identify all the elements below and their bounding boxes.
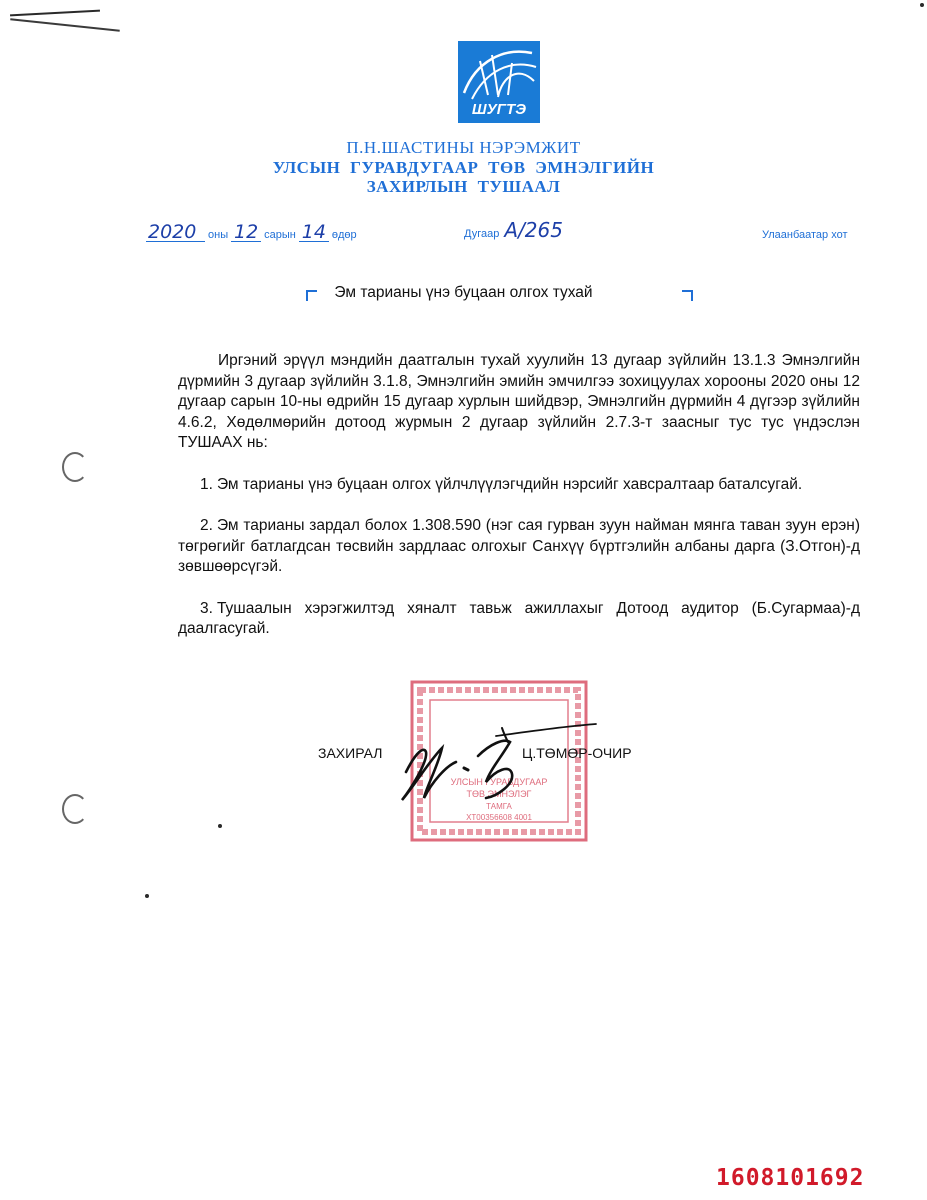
- stamp-text: ТӨВ ЭМНЭЛЭГ: [466, 789, 532, 799]
- scan-dot: [145, 894, 149, 898]
- item-text: Эм тарианы үнэ буцаан олгох үйлчлүүлэгчдийн нэрсийг хавсралтаар баталсугай.: [216, 475, 803, 493]
- body-intro: Иргэний эрүүл мэндийн даатгалын тухай хуулийн 13 дугаар зүйлийн 13.1.3 Эмнэлгийн дүрмийн 3 дугаар зүйлийн 3.1.8, Эмнэлгийн эмийн эмчилгээ зохицуулах хорооны 2020 оны 12 дугаар сарын 10-ны өдрийн 15 дугаар хурлын шийдвэр, Эмнэлгийн дүрмийн 4 дүгээр зүйлийн 4.6.2, Хөдөлмөрийн дотоод журмын 2 дугаар зүйлийн 2.7.3-т заасныг тус тус үндэслэн ТУШААХ нь:: [178, 352, 860, 451]
- city: Улаанбаатар хот: [762, 229, 848, 241]
- director-name: Ц.ТӨМӨР-ОЧИР: [522, 745, 632, 761]
- order-number: [464, 218, 565, 242]
- item-number: 2.: [200, 517, 213, 534]
- item-text: Эм тарианы зардал болох 1.308.590 (нэг сая гурван зуун найман мянга таван зуун ерэн) төгрөгийг батлагдсан төсвийн зардлаас олгохыг Санхүү бүртгэлийн албаны дарга (З.Отгон)-д зөвшөөрсүгэй.: [178, 517, 860, 575]
- subject-title: Эм тарианы үнэ буцаан олгох тухай: [334, 284, 593, 301]
- scan-mark: [10, 10, 100, 17]
- stamp-text: ХТ00356608 4001: [466, 813, 532, 822]
- document-number: 1608101692: [716, 1165, 865, 1191]
- scan-mark: [10, 18, 120, 31]
- logo-text: ШУГТЭ: [471, 101, 527, 118]
- stamp-text: ТАМГА: [486, 802, 512, 811]
- order-number-label: Дугаар: [464, 228, 500, 240]
- date-year-label: оны: [208, 229, 229, 241]
- item-text: Тушаалын хэрэгжилтэд хяналт тавьж ажиллахыг Дотоод аудитор (Б.Сугармаа)-д даалгасугай.: [178, 599, 860, 637]
- director-title: ЗАХИРАЛ: [318, 745, 383, 761]
- order-item-1: [178, 475, 860, 496]
- date-day-label: өдөр: [331, 229, 357, 241]
- item-number: 1.: [200, 475, 213, 493]
- handwritten-signature: [386, 712, 601, 812]
- header-line-2: УЛСЫН ГУРАВДУГААР ТӨВ ЭМНЭЛГИЙН: [272, 158, 655, 177]
- stamp-text: УЛСЫН ГУРАВДУГААР: [450, 777, 548, 787]
- date-month-label: сарын: [264, 229, 296, 241]
- date-row: [146, 221, 360, 243]
- date-day: 14: [299, 224, 329, 242]
- date-month: 12: [231, 224, 261, 242]
- header-line-3: ЗАХИРЛЫН ТУШААЛ: [366, 177, 561, 196]
- order-item-3: [178, 599, 860, 640]
- scan-dot: [218, 824, 222, 828]
- scan-dot: [920, 3, 924, 7]
- punch-hole-mark: [62, 452, 88, 482]
- order-body: [178, 351, 860, 661]
- header-line-1: П.Н.ШАСТИНЫ НЭРЭМЖИТ: [346, 138, 581, 157]
- order-item-2: [178, 516, 860, 578]
- order-number-value: А/265: [504, 218, 563, 242]
- hospital-logo: [458, 41, 540, 123]
- item-number: 3.: [200, 599, 213, 617]
- punch-hole-mark: [62, 794, 88, 824]
- date-year: 2020: [146, 224, 205, 242]
